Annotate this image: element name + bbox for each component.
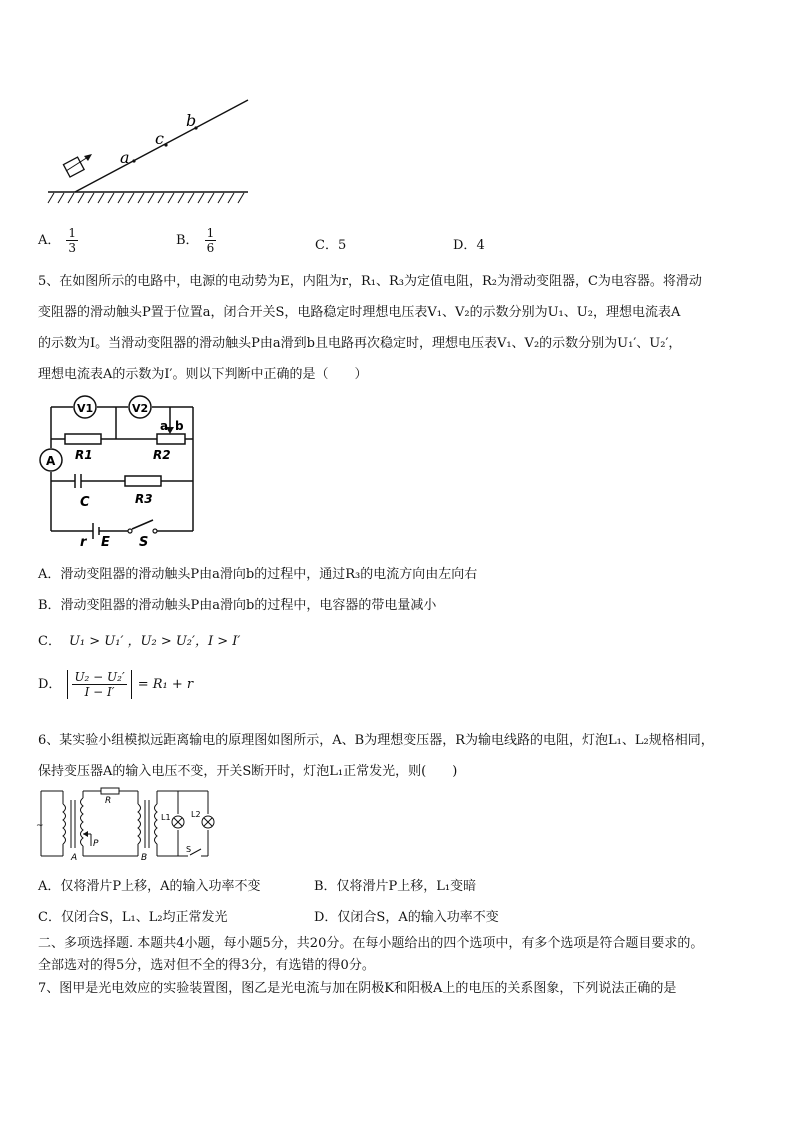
q5-circuit-diagram <box>35 393 200 553</box>
r2-label: R2 <box>153 448 171 462</box>
emf-label: E <box>101 535 110 550</box>
internal-r-label: r <box>80 535 87 550</box>
v2-label: V2 <box>132 402 149 415</box>
r1-label: R1 <box>75 448 93 462</box>
q6-line-2: 保持变压器A的输入电压不变，开关S断开时，灯泡L₁正常发光，则( ) <box>38 764 458 779</box>
q5-line-1: 5、在如图所示的电路中，电源的电动势为E，内阻为r，R₁、R₃为定值电阻，R₂为滑动变阻器，C为电容器。将滑动 <box>38 274 702 289</box>
switch-label: S <box>139 535 149 550</box>
transformer-b-label: B <box>141 853 148 862</box>
slider-p-label: P <box>93 839 99 849</box>
r3-label: R3 <box>135 492 153 506</box>
q7-stem: 7、图甲是光电效应的实验装置图，图乙是光电流与加在阴极K和阳极A上的电压的关系图象，下列说法正确的是 <box>38 981 677 996</box>
q5-option-c: C． U₁ > U₁′ ，U₂ > U₂′，I > I′ <box>38 634 241 649</box>
q5-option-b: B．滑动变阻器的滑动触头P由a滑向b的过程中，电容器的带电量减小 <box>38 598 437 613</box>
lamp-l1-label: L1 <box>161 813 171 822</box>
q4-option-b: B． $\frac{1}{6}$ <box>176 226 215 255</box>
q5-line-2: 变阻器的滑动触头P置于位置a，闭合开关S，电路稳定时理想电压表V₁、V₂的示数分别为U₁、U₂，理想电流表A <box>38 305 681 320</box>
incline-figure <box>40 95 255 210</box>
q6-transmission-diagram <box>33 786 218 862</box>
q4-option-d: D．4 <box>453 238 485 253</box>
q6-option-a: A．仅将滑片P上移，A的输入功率不变 <box>38 879 261 894</box>
q6-option-d: D．仅闭合S，A的输入功率不变 <box>314 910 499 925</box>
lamp-l2-label: L2 <box>191 810 201 819</box>
q5-option-d: D． $\frac{\text{U₂ − U₂′}}{I - I'}$ = R₁ + r <box>38 670 194 699</box>
resistor-r-label: R <box>105 796 112 806</box>
section2-heading-line-1: 二、多项选择题. 本题共4小题，每小题5分，共20分。在每小题给出的四个选项中，有多个选项是符合题目要求的。 <box>38 936 704 951</box>
section2-heading-line-2: 全部选对的得5分，选对但不全的得3分，有选错的得0分。 <box>38 958 375 973</box>
slider-a-label: a <box>160 419 169 433</box>
ammeter-label: A <box>46 454 56 468</box>
v1-label: V1 <box>77 402 94 415</box>
transformer-a-label: A <box>71 853 78 862</box>
q6-line-1: 6、某实验小组模拟远距离输电的原理图如图所示，A、B为理想变压器，R为输电线路的电阻，灯泡L₁、L₂规格相同， <box>38 733 714 748</box>
switch-s-label: S <box>186 845 192 854</box>
label-a: a <box>120 148 130 167</box>
q5-option-a: A．滑动变阻器的滑动触头P由a滑向b的过程中，通过R₃的电流方向由左向右 <box>38 567 478 582</box>
q6-option-c: C．仅闭合S，L₁、L₂均正常发光 <box>38 910 228 925</box>
q4-option-c: C．5 <box>315 238 347 253</box>
slider-b-label: b <box>175 419 184 433</box>
label-b: b <box>186 111 197 130</box>
q5-line-4: 理想电流表A的示数为I′。则以下判断中正确的是（ ） <box>38 367 368 382</box>
label-c: c <box>155 129 164 148</box>
q5-line-3: 的示数为I。当滑动变阻器的滑动触头P由a滑到b且电路再次稳定时，理想电压表V₁、V₂的示数分别为U₁′、U₂′， <box>38 336 682 351</box>
source-symbol: ~ <box>36 821 44 831</box>
q4-option-a: A． $\frac{1}{3}$ <box>38 226 77 255</box>
capacitor-label: C <box>80 495 90 510</box>
q6-option-b: B．仅将滑片P上移，L₁变暗 <box>314 879 477 894</box>
